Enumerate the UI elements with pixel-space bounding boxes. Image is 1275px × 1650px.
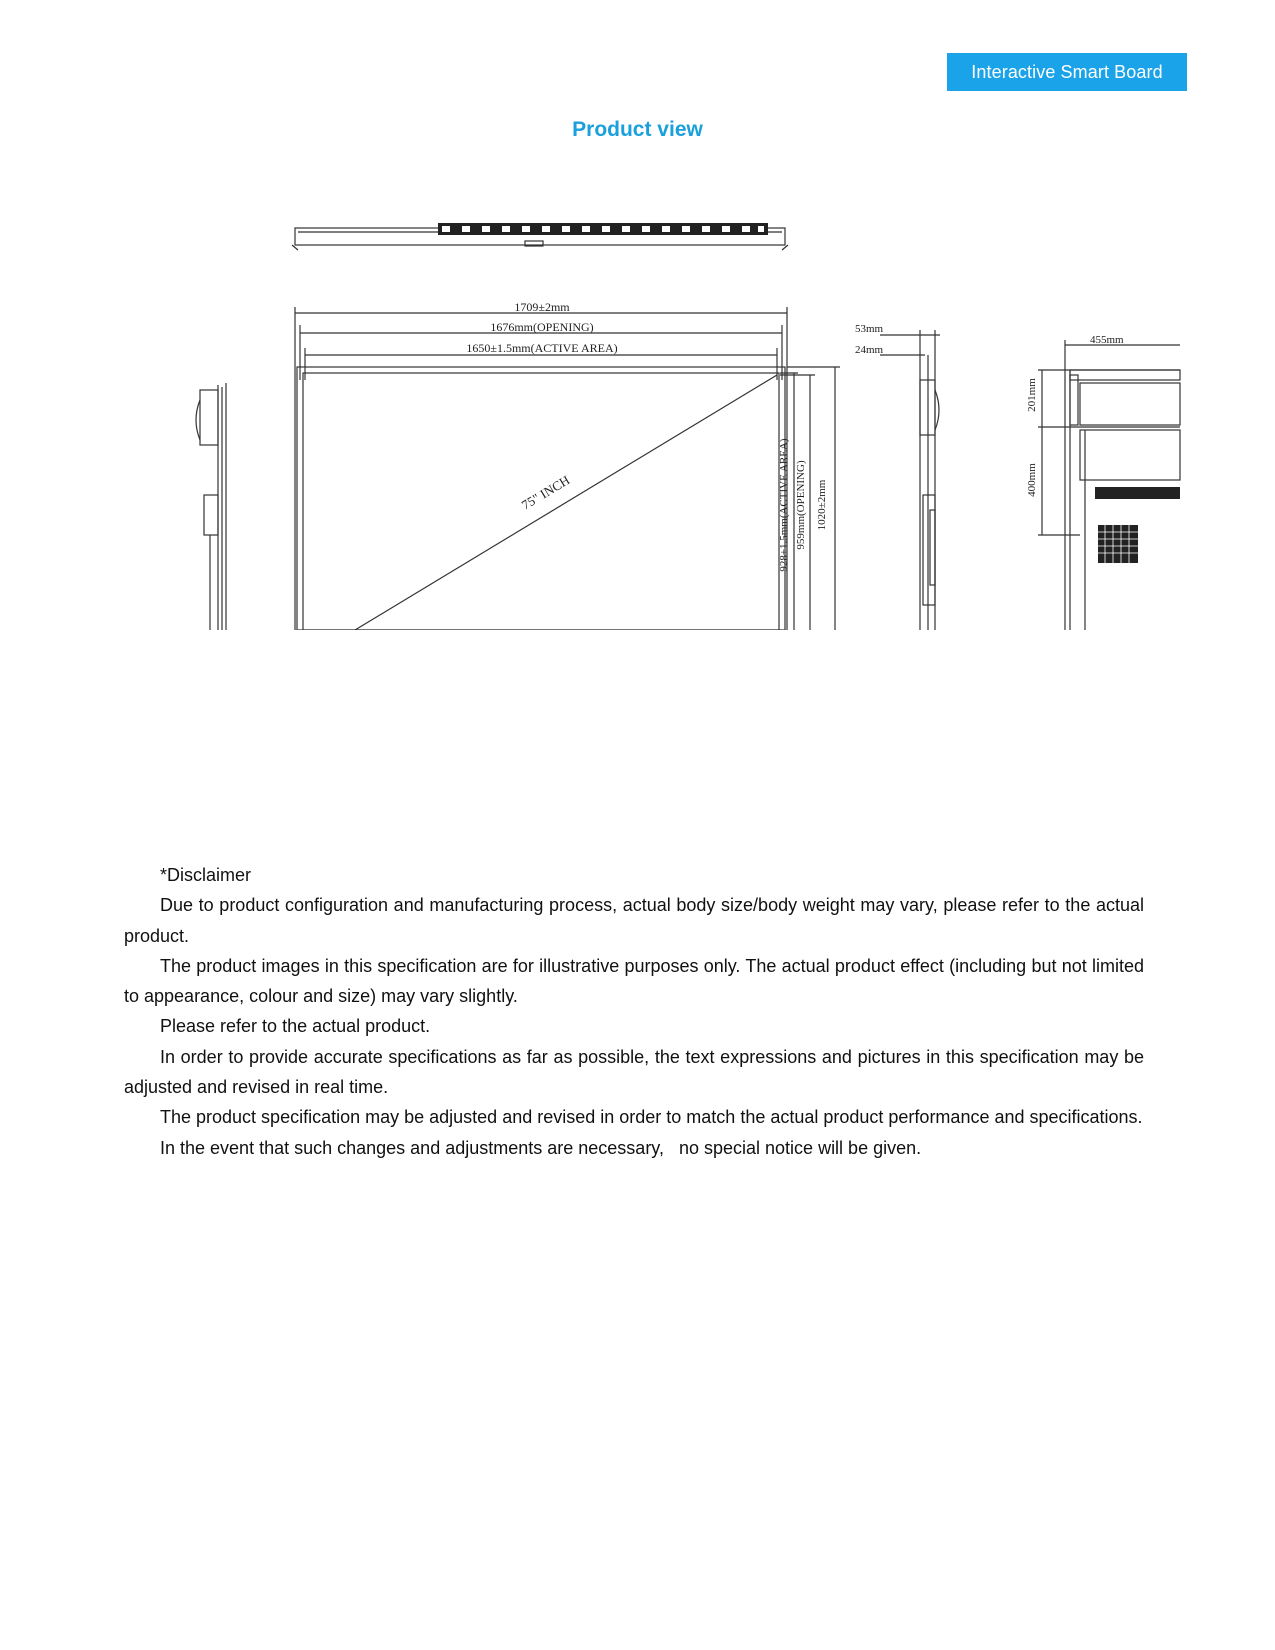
disclaimer-paragraph: Please refer to the actual product. <box>160 1016 431 1037</box>
rear-width-label: 455mm <box>1090 334 1124 346</box>
disclaimer-paragraph: The product images in this specification are for illustrative purposes only. The actual product effect (including but not limited to appearance, colour and size) may vary slightly. <box>124 955 1144 1007</box>
dim-height-opening-label: 959mm(OPENING) <box>795 460 807 550</box>
dim-width-label: 1709±2mm <box>514 300 570 314</box>
disclaimer-paragraph: In the event that such changes and adjustments are necessary, no special notice will be given. <box>160 1137 922 1158</box>
technical-drawing-svg <box>180 205 1190 630</box>
rear-lower-label: 400mm <box>1026 463 1038 497</box>
dim-height-active-label: 928±1.5mm(ACTIVE AREA) <box>778 438 790 572</box>
side-depth-inner-label: 24mm <box>855 344 884 356</box>
page-title: Product view <box>572 118 703 141</box>
disclaimer-heading: *Disclaimer <box>160 865 252 885</box>
disclaimer-paragraph: In order to provide accurate specifications as far as possible, the text expressions and pictures in this specification may be adjusted and revised in real time. <box>124 1046 1144 1098</box>
disclaimer-paragraph: The product specification may be adjusted and revised in order to match the actual product performance and specifications. <box>160 1107 1143 1128</box>
dim-opening-label: 1676mm(OPENING) <box>490 320 594 334</box>
rear-upper-label: 201mm <box>1026 378 1038 412</box>
dim-height-total-label: 1020±2mm <box>816 479 828 531</box>
disclaimer-section <box>124 860 1144 1163</box>
right-side-view <box>880 330 940 630</box>
left-side-view <box>196 383 226 630</box>
disclaimer-paragraph: Due to product configuration and manufacturing process, actual body size/body weight may vary, please refer to the actual product. <box>124 895 1144 946</box>
rear-view <box>1038 340 1180 630</box>
side-depth-total-label: 53mm <box>855 323 884 335</box>
header-badge: Interactive Smart Board <box>947 53 1187 91</box>
top-view <box>292 223 788 250</box>
diagonal-label: 75" INCH <box>518 472 573 513</box>
dim-active-label: 1650±1.5mm(ACTIVE AREA) <box>466 341 618 355</box>
front-view <box>295 307 840 630</box>
product-technical-drawing <box>180 205 1190 630</box>
